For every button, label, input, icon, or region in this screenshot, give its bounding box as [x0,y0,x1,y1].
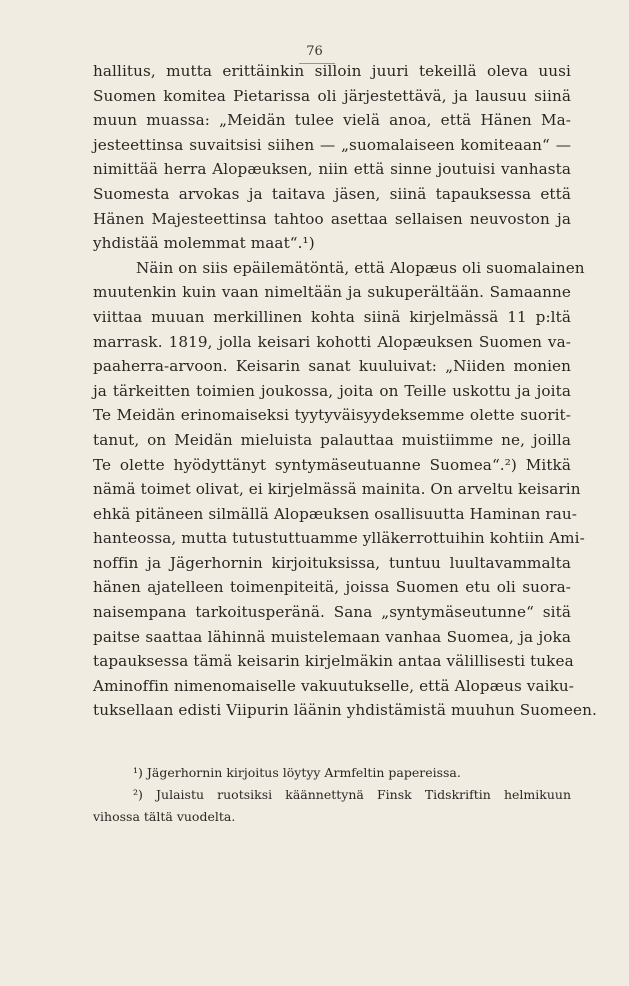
text-line: Suomesta arvokas ja taitava jäsen, siinä tapauksessa että [93,184,571,203]
text-line: naisempana tarkoitusperänä. Sana „syntymäseutunne“ sitä [93,603,571,622]
text-line: jesteettinsa suvaitsisi siihen — „suomalaiseen komiteaan“ — [93,135,571,154]
text-line: ehkä pitäneen silmällä Alopæuksen osallisuutta Haminan rau- [93,504,578,523]
paragraph-start-line: Näin on siis epäilemätöntä, että Alopæus oli suomalainen [136,258,585,277]
text-line: yhdistää molemmat maat“.¹) [93,234,315,253]
text-line: muutenkin kuin vaan nimeltään ja sukuperältään. Samaanne [93,283,571,302]
footnotes [93,762,571,828]
text-line: Te Meidän erinomaiseksi tyytyväisyydeksemme olette suorit- [93,406,571,425]
text-line: Aminoffin nimenomaiselle vakuutukselle, että Alopæus vaiku- [93,676,575,695]
text-line: Hänen Majesteettinsa tahtoo asettaa sellaisen neuvoston ja [93,209,571,228]
page-number: 76 [306,44,323,59]
body-text [93,59,597,723]
text-line: nämä toimet olivat, ei kirjelmässä mainita. On arveltu keisarin [93,480,581,499]
text-line: paitse saattaa lähinnä muistelemaan vanhaa Suomea, ja joka [93,627,571,646]
text-line: hanteossa, mutta tutustuttuamme ylläkerrottuihin kohtiin Ami- [93,529,585,548]
footnote-2-continuation: vihossa tältä vuodelta. [93,809,236,824]
text-line: hänen ajatelleen toimenpiteitä, joissa Suomen etu oli suora- [93,578,571,597]
text-line: tuksellaan edisti Viipurin läänin yhdistämistä muuhun Suomeen. [93,701,597,720]
text-line: paaherra-arvoon. Keisarin sanat kuuluivat: „Niiden monien [93,357,571,376]
text-line: Suomen komitea Pietarissa oli järjestettävä, ja lausuu siinä [93,86,571,105]
footnote-1: ¹) Jägerhornin kirjoitus löytyy Armfeltin papereissa. [133,765,461,780]
text-line: noffin ja Jägerhornin kirjoituksissa, tuntuu luultavammalta [93,553,571,572]
text-line: tapauksessa tämä keisarin kirjelmäkin antaa välillisesti tukea [93,652,574,671]
text-line: nimittää herra Alopæuksen, niin että sinne joutuisi vanhasta [93,160,571,179]
text-line: ja tärkeitten toimien joukossa, joita on Teille uskottu ja joita [93,381,571,400]
text-line: viittaa muuan merkillinen kohta siinä kirjelmässä 11 p:ltä [93,307,571,326]
text-line: hallitus, mutta erittäinkin silloin juuri tekeillä oleva uusi [93,62,571,80]
text-line: tanut, on Meidän mieluista palauttaa muistiimme ne, joilla [93,430,571,449]
text-line: marrask. 1819, jolla keisari kohotti Alopæuksen Suomen va- [93,332,571,351]
text-line: Te olette hyödyttänyt syntymäseutuanne Suomea“.²) Mitkä [93,455,571,474]
text-line: muun muassa: „Meidän tulee vielä anoa, että Hänen Ma- [93,111,571,130]
footnote-2: ²) Julaistu ruotsiksi käännettynä Finsk Tidskriftin helmikuun [133,787,571,802]
